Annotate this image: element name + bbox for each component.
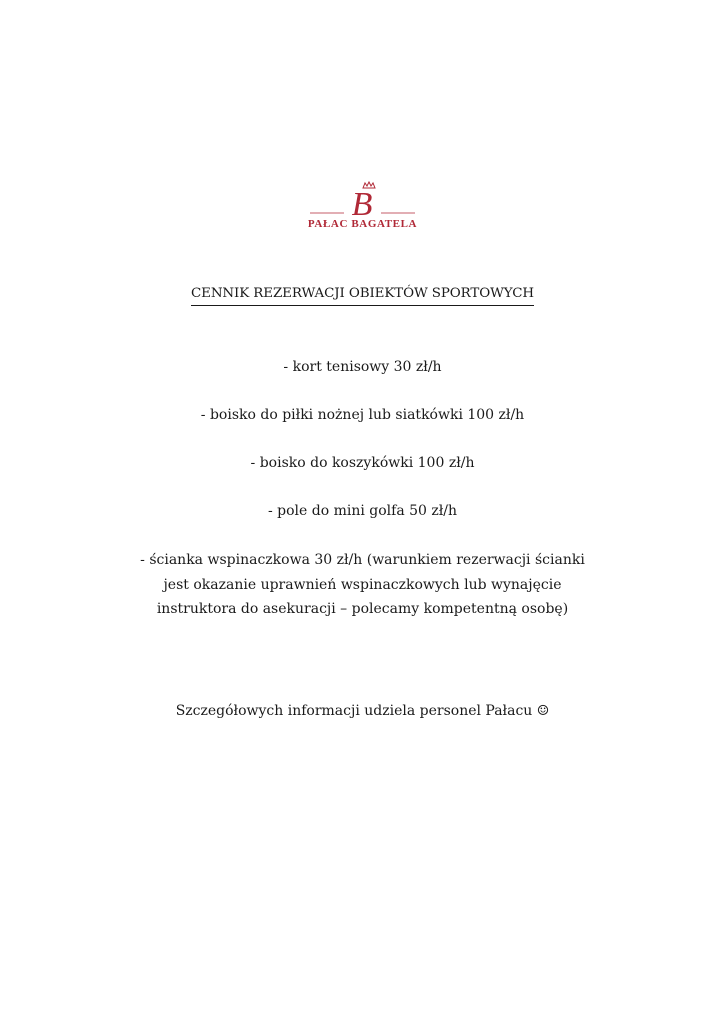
page-title <box>0 286 725 306</box>
palace-logo <box>300 180 425 236</box>
monogram-letter: B <box>351 186 373 220</box>
page-title-text: CENNIK REZERWACJI OBIEKTÓW SPORTOWYCH <box>191 286 534 306</box>
price-item-mini-golf: - pole do mini golfa 50 zł/h <box>267 503 458 519</box>
price-item-climbing-wall: - ścianka wspinaczkowa 30 zł/h (warunkiem rezerwacji ścianki jest okazanie uprawnień wspinaczkowych lub wynajęcie instruktora do asekuracji – polecamy kompetentną osobę) <box>140 552 585 617</box>
footer-note: Szczegółowych informacji udziela personel Pałacu ☺ <box>175 703 550 719</box>
price-item-basketball: - boisko do koszykówki 100 zł/h <box>250 455 475 471</box>
monogram-crown-icon <box>300 180 425 220</box>
price-item-tennis: - kort tenisowy 30 zł/h <box>283 359 442 375</box>
logo-name: PAŁAC BAGATELA <box>307 218 418 230</box>
price-item-football-volleyball: - boisko do piłki nożnej lub siatkówki 100 zł/h <box>200 407 525 423</box>
